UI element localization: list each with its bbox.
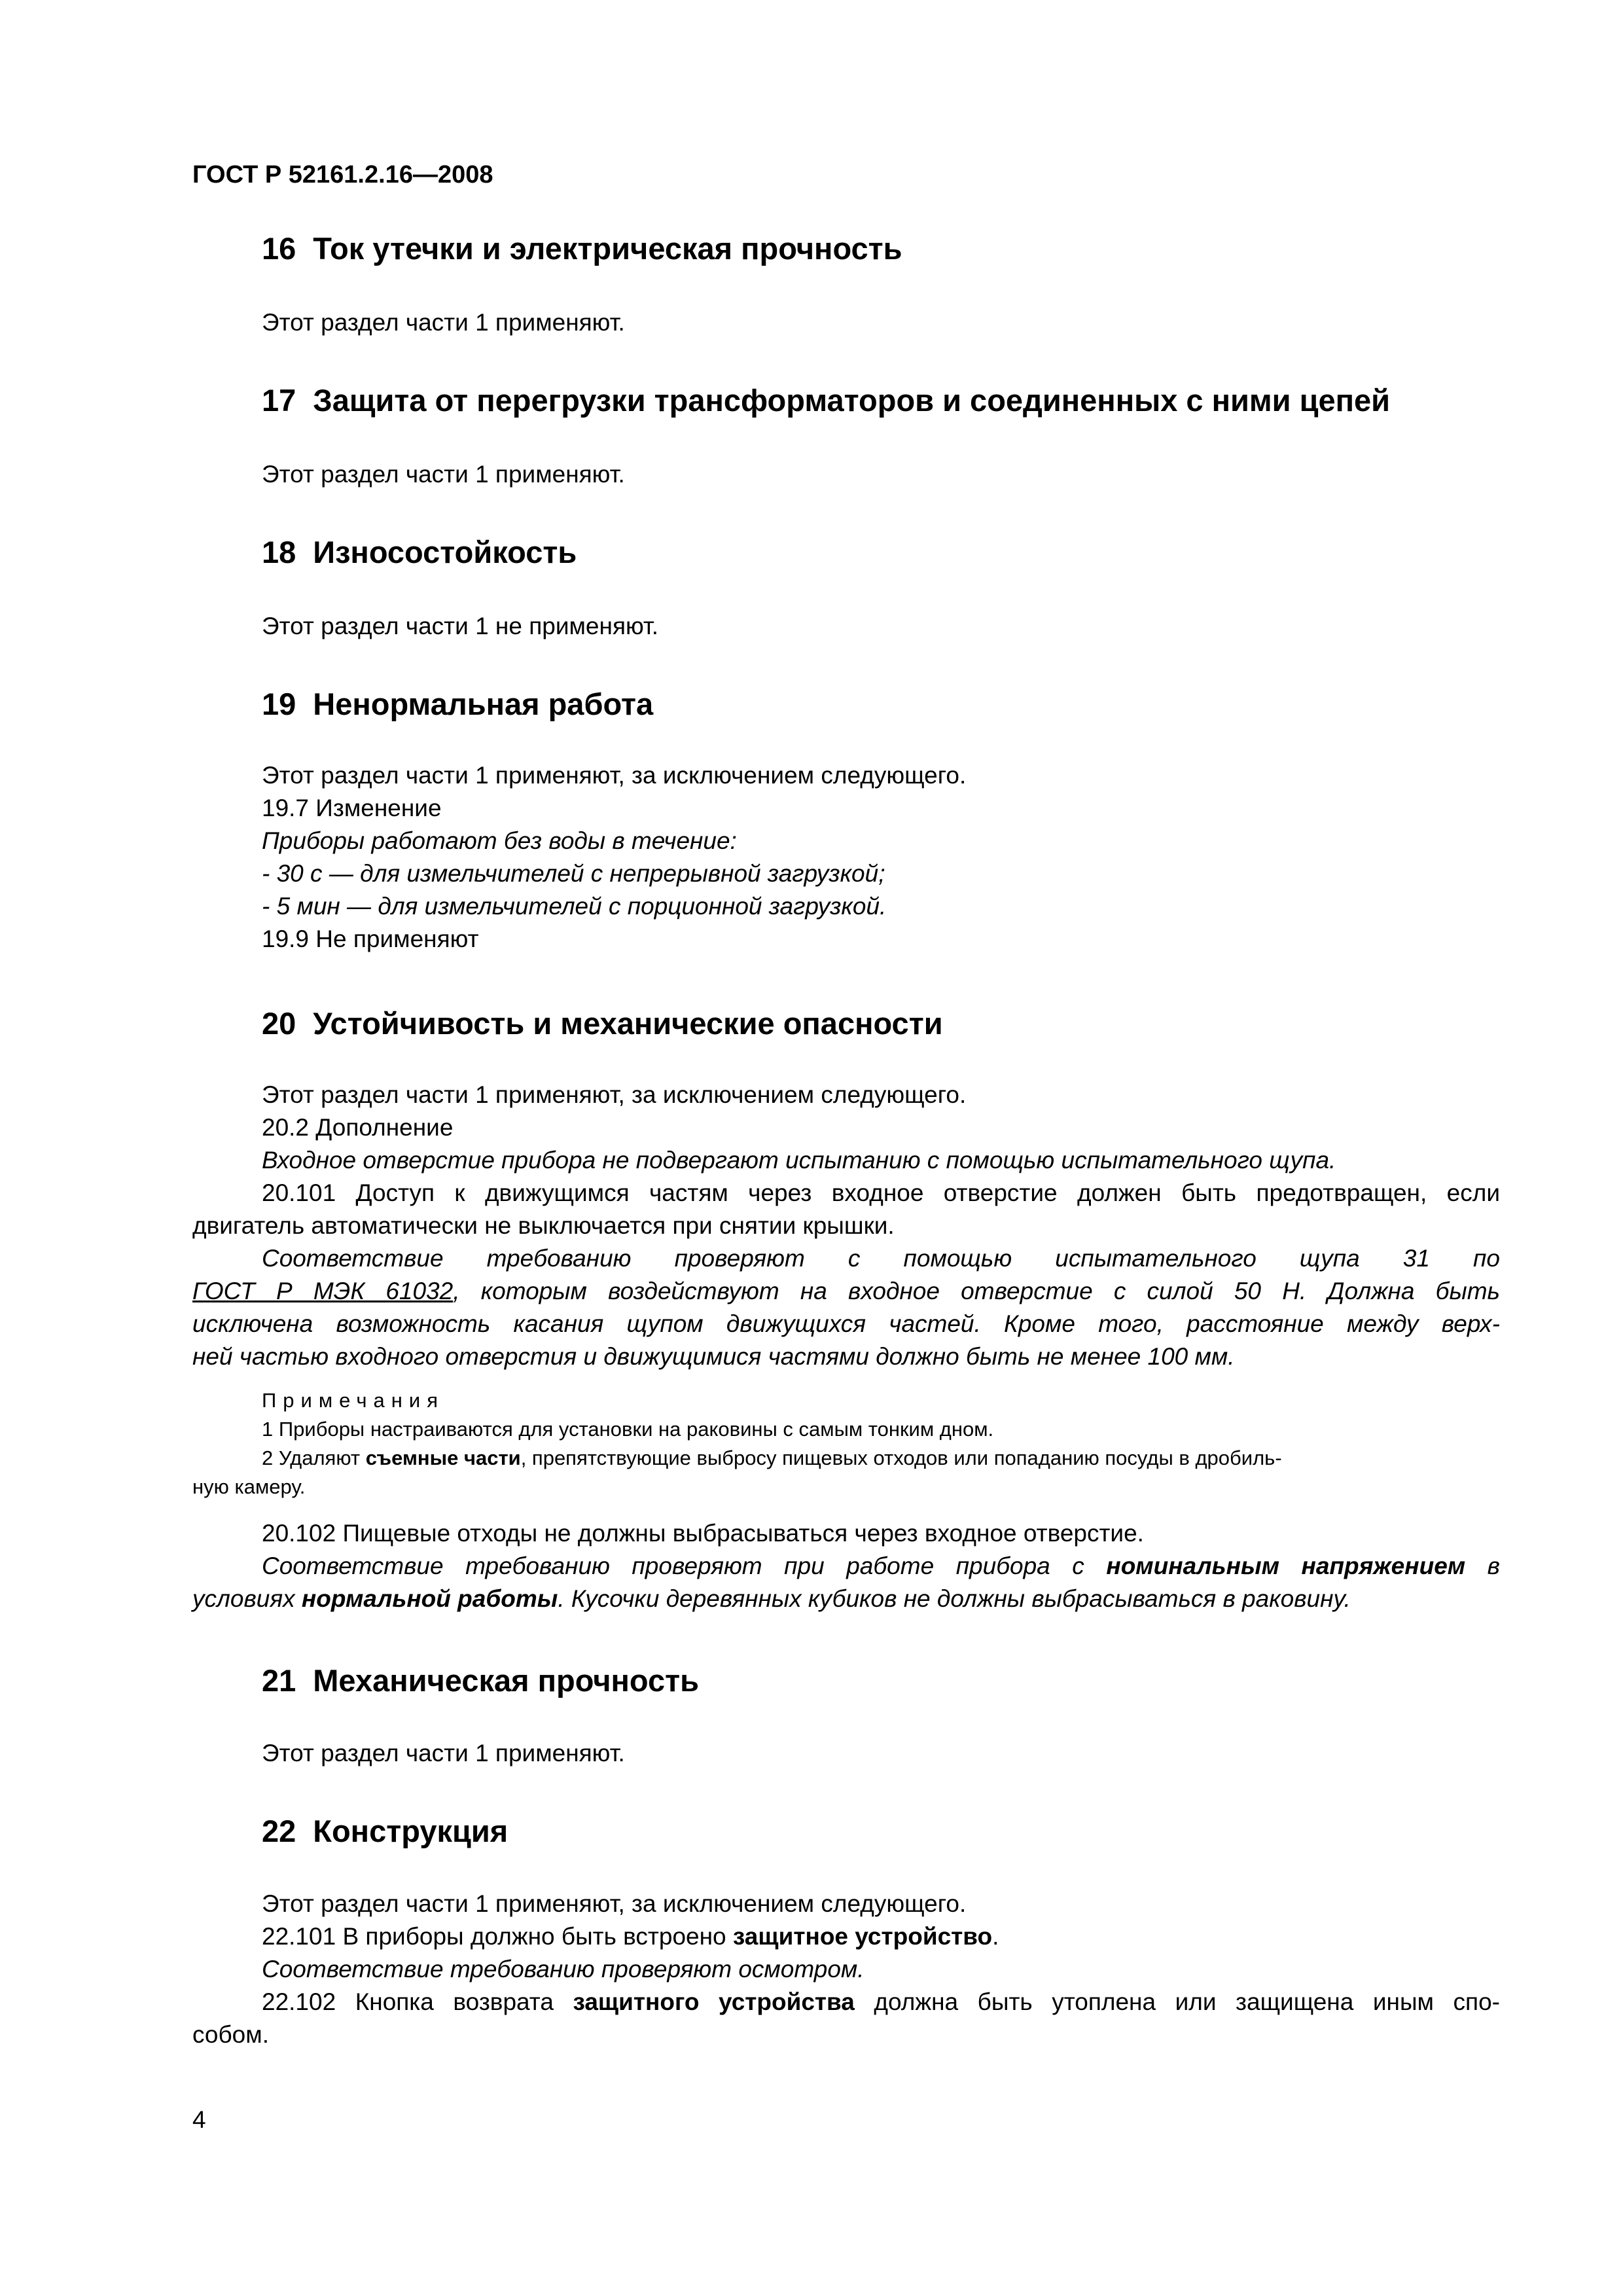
section-19-heading (262, 686, 653, 722)
section-title: Конструкция (313, 1814, 508, 1848)
text-line: 20.102 Пищевые отходы не должны выбрасываться через входное отверстие. (262, 1520, 1144, 1547)
section-16-text: Этот раздел части 1 применяют. (262, 309, 625, 336)
paragraph: Этот раздел части 1 применяют, за исключением следующего. (262, 1890, 967, 1917)
text-line: ГОСТ Р МЭК 61032, которым воздействуют на входное отверстие с силой 50 Н. Должна быть (192, 1278, 1500, 1304)
section-22-heading (262, 1813, 508, 1849)
notes-title: Примечания (262, 1389, 444, 1412)
section-number: 19 (262, 687, 296, 721)
section-17-text: Этот раздел части 1 применяют. (262, 461, 625, 488)
note-2: 2 Удаляют съемные части, препятствующие выбросу пищевых отходов или попаданию посуды в дробиль- (262, 1446, 1282, 1469)
clause-heading: 20.2 Дополнение (262, 1114, 454, 1141)
note-1: 1 Приборы настраиваются для установки на раковины с самым тонким дном. (262, 1418, 994, 1441)
clause-heading: 19.9 Не применяют (262, 925, 479, 952)
section-18-text: Этот раздел части 1 не применяют. (262, 613, 659, 639)
clause-20-101 (192, 1177, 1500, 1373)
text-line: 20.101 Доступ к движущимся частям через входное отверстие должен быть предотвращен, если (262, 1179, 1500, 1206)
compliance-text: Соответствие требованию проверяют осмотром. (262, 1956, 865, 1982)
section-number: 22 (262, 1814, 296, 1848)
section-number: 17 (262, 383, 296, 418)
text-line: ней частью входного отверстия и движущимися частями должно быть не менее 100 мм. (192, 1343, 1235, 1370)
text-line: исключена возможность касания щупом движущихся частей. Кроме того, расстояние между верх- (192, 1310, 1500, 1337)
section-title: Ток утечки и электрическая прочность (313, 231, 902, 266)
text-line: условиях нормальной работы. Кусочки деревянных кубиков не должны выбрасываться в раковину. (192, 1585, 1351, 1612)
section-number: 16 (262, 231, 296, 266)
section-number: 18 (262, 535, 296, 569)
text-line: Соответствие требованию проверяют с помощью испытательного щупа 31 по (262, 1245, 1500, 1272)
text-line: 22.102 Кнопка возврата защитного устройства должна быть утоплена или защищена иным спо- (262, 1988, 1500, 2015)
section-22-body (262, 1888, 999, 1986)
text-line: Соответствие требованию проверяют при работе прибора с номинальным напряжением в (262, 1552, 1500, 1579)
list-item: - 5 мин — для измельчителей с порционной загрузкой. (262, 893, 887, 920)
section-21-heading (262, 1662, 699, 1698)
section-title: Устойчивость и механические опасности (313, 1006, 943, 1041)
clause-22-102 (192, 1986, 1500, 2051)
section-20-intro (262, 1079, 1336, 1177)
note-2-continuation: ную камеру. (192, 1475, 306, 1498)
section-20-heading (262, 1005, 943, 1041)
section-16-heading (262, 230, 902, 266)
document-header: ГОСТ Р 52161.2.16—2008 (192, 161, 493, 188)
section-18-heading (262, 534, 577, 570)
standard-reference-link[interactable]: ГОСТ Р МЭК 61032 (192, 1278, 454, 1304)
list-item: - 30 с — для измельчителей с непрерывной загрузкой; (262, 860, 885, 887)
section-title: Ненормальная работа (313, 687, 654, 721)
section-19-body (262, 759, 966, 956)
paragraph: Входное отверстие прибора не подвергают испытанию с помощью испытательного щупа. (262, 1147, 1336, 1174)
paragraph: Этот раздел части 1 применяют, за исключением следующего. (262, 762, 967, 789)
paragraph: Приборы работают без воды в течение: (262, 827, 737, 854)
text-line: двигатель автоматически не выключается при снятии крышки. (192, 1212, 895, 1239)
clause-22-101: 22.101 В приборы должно быть встроено защитное устройство. (262, 1923, 999, 1950)
section-number: 21 (262, 1663, 296, 1698)
page-number: 4 (192, 2106, 206, 2133)
section-21-text: Этот раздел части 1 применяют. (262, 1740, 625, 1767)
clause-heading: 19.7 Изменение (262, 795, 442, 821)
section-title: Механическая прочность (313, 1663, 700, 1698)
section-title: Защита от перегрузки трансформаторов и соединенных с ними цепей (313, 383, 1391, 418)
notes-block (192, 1386, 1500, 1501)
section-17-heading (262, 382, 1390, 418)
paragraph: Этот раздел части 1 применяют, за исключением следующего. (262, 1081, 967, 1108)
section-number: 20 (262, 1006, 296, 1041)
text-line: собом. (192, 2021, 269, 2048)
section-title: Износостойкость (313, 535, 577, 569)
clause-20-102 (192, 1517, 1500, 1615)
